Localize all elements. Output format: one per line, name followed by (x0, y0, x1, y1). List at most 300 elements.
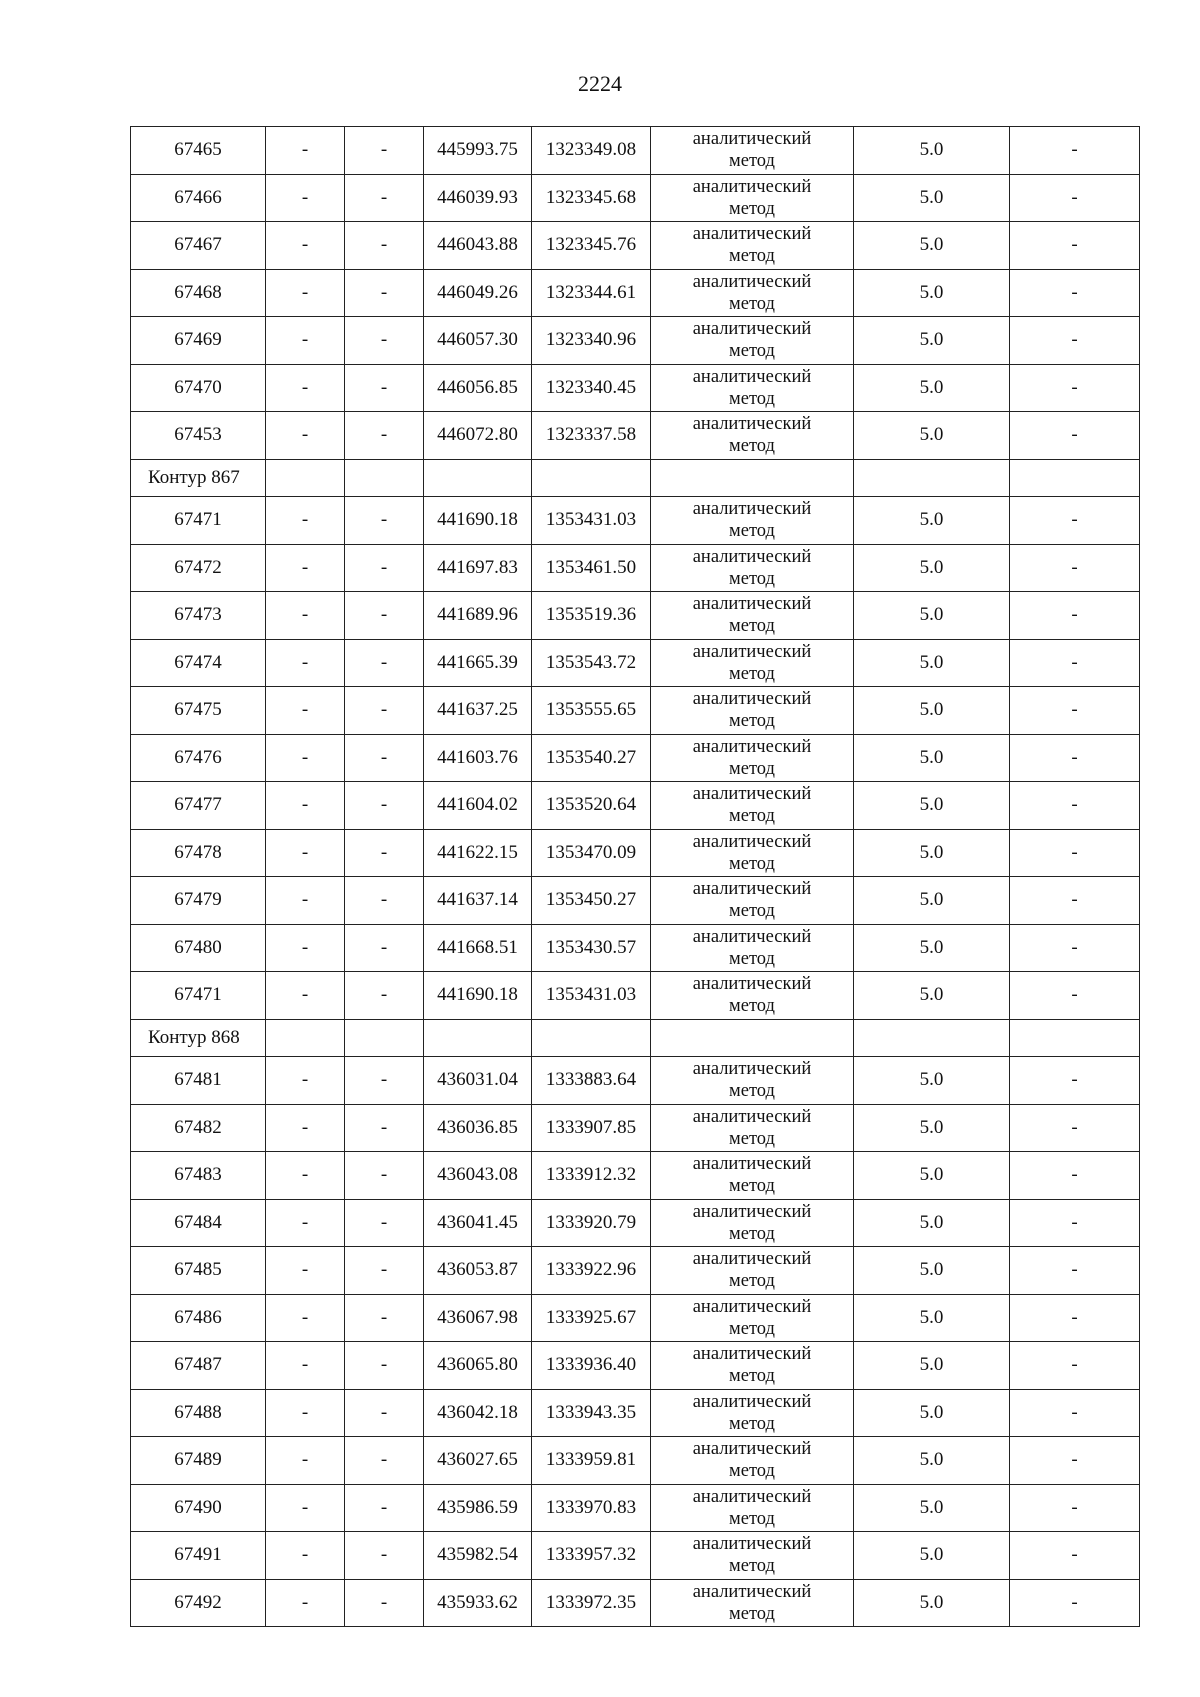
method-cell (651, 1199, 854, 1247)
accuracy-cell: 5.0 (854, 1057, 1010, 1105)
y-coordinate-cell: 1353470.09 (532, 829, 651, 877)
contour-label: Контур 868 (131, 1019, 266, 1057)
dash-cell: - (1010, 592, 1140, 640)
dash-cell: - (266, 364, 345, 412)
x-coordinate-cell: 441665.39 (424, 639, 532, 687)
point-id-cell: 67481 (131, 1057, 266, 1105)
point-id-cell: 67478 (131, 829, 266, 877)
method-text: метод (729, 853, 775, 874)
x-coordinate-cell: 436043.08 (424, 1152, 532, 1200)
dash-cell: - (266, 877, 345, 925)
method-text: метод (729, 246, 775, 267)
dash-cell: - (266, 1294, 345, 1342)
dash-cell: - (1010, 412, 1140, 460)
method-text: метод (729, 1081, 775, 1102)
accuracy-cell: 5.0 (854, 1247, 1010, 1295)
x-coordinate-cell: 441622.15 (424, 829, 532, 877)
x-coordinate-cell: 446043.88 (424, 222, 532, 270)
dash-cell: - (266, 1484, 345, 1532)
dash-cell: - (266, 1152, 345, 1200)
accuracy-cell: 5.0 (854, 497, 1010, 545)
x-coordinate-cell: 435982.54 (424, 1532, 532, 1580)
dash-cell: - (266, 687, 345, 735)
page-number: 2224 (578, 71, 622, 96)
accuracy-cell: 5.0 (854, 269, 1010, 317)
dash-cell: - (266, 1057, 345, 1105)
dash-cell: - (266, 782, 345, 830)
method-cell (651, 544, 854, 592)
contour-label: Контур 867 (131, 459, 266, 497)
table-row (131, 639, 1140, 687)
point-id-cell: 67477 (131, 782, 266, 830)
dash-cell: - (345, 1104, 424, 1152)
method-cell (651, 317, 854, 365)
dash-cell: - (345, 924, 424, 972)
y-coordinate-cell: 1323337.58 (532, 412, 651, 460)
point-id-cell: 67476 (131, 734, 266, 782)
method-text: метод (729, 198, 775, 219)
y-coordinate-cell: 1353519.36 (532, 592, 651, 640)
method-text: аналитический (692, 366, 812, 387)
empty-cell (1010, 459, 1140, 497)
method-text: метод (729, 1413, 775, 1434)
x-coordinate-cell: 446072.80 (424, 412, 532, 460)
method-cell (651, 782, 854, 830)
method-text: аналитический (692, 689, 812, 710)
point-id-cell: 67453 (131, 412, 266, 460)
dash-cell: - (345, 1247, 424, 1295)
method-text: аналитический (692, 831, 812, 852)
y-coordinate-cell: 1333912.32 (532, 1152, 651, 1200)
dash-cell: - (1010, 1437, 1140, 1485)
method-text: аналитический (692, 736, 812, 757)
point-id-cell: 67487 (131, 1342, 266, 1390)
method-cell (651, 734, 854, 782)
empty-cell (345, 459, 424, 497)
method-cell (651, 829, 854, 877)
table-row (131, 1294, 1140, 1342)
method-cell (651, 877, 854, 925)
x-coordinate-cell: 436065.80 (424, 1342, 532, 1390)
dash-cell: - (345, 734, 424, 782)
table-row (131, 544, 1140, 592)
dash-cell: - (1010, 1104, 1140, 1152)
dash-cell: - (1010, 782, 1140, 830)
dash-cell: - (1010, 734, 1140, 782)
method-cell (651, 1104, 854, 1152)
method-cell (651, 497, 854, 545)
dash-cell: - (345, 174, 424, 222)
method-text: аналитический (692, 1249, 812, 1270)
x-coordinate-cell: 446057.30 (424, 317, 532, 365)
empty-cell (266, 459, 345, 497)
x-coordinate-cell: 441668.51 (424, 924, 532, 972)
table-row (131, 734, 1140, 782)
method-text: аналитический (692, 1344, 812, 1365)
table-row (131, 687, 1140, 735)
point-id-cell: 67471 (131, 972, 266, 1020)
dash-cell: - (266, 734, 345, 782)
dash-cell: - (266, 412, 345, 460)
dash-cell: - (1010, 829, 1140, 877)
table-row (131, 497, 1140, 545)
table-row (131, 1342, 1140, 1390)
dash-cell: - (345, 877, 424, 925)
y-coordinate-cell: 1333959.81 (532, 1437, 651, 1485)
method-cell (651, 127, 854, 175)
x-coordinate-cell: 435986.59 (424, 1484, 532, 1532)
method-text: метод (729, 151, 775, 172)
accuracy-cell: 5.0 (854, 877, 1010, 925)
accuracy-cell: 5.0 (854, 127, 1010, 175)
x-coordinate-cell: 441689.96 (424, 592, 532, 640)
method-text: аналитический (692, 1059, 812, 1080)
x-coordinate-cell: 436067.98 (424, 1294, 532, 1342)
method-cell (651, 1342, 854, 1390)
method-cell (651, 1152, 854, 1200)
point-id-cell: 67490 (131, 1484, 266, 1532)
method-text: метод (729, 1556, 775, 1577)
method-cell (651, 1247, 854, 1295)
method-text: аналитический (692, 1296, 812, 1317)
table-row (131, 127, 1140, 175)
x-coordinate-cell: 436036.85 (424, 1104, 532, 1152)
point-id-cell: 67484 (131, 1199, 266, 1247)
dash-cell: - (266, 1247, 345, 1295)
dash-cell: - (345, 269, 424, 317)
method-text: аналитический (692, 129, 812, 150)
table-row (131, 592, 1140, 640)
point-id-cell: 67470 (131, 364, 266, 412)
dash-cell: - (1010, 687, 1140, 735)
dash-cell: - (266, 829, 345, 877)
y-coordinate-cell: 1323345.68 (532, 174, 651, 222)
accuracy-cell: 5.0 (854, 924, 1010, 972)
empty-cell (424, 1019, 532, 1057)
table-row (131, 412, 1140, 460)
dash-cell: - (1010, 972, 1140, 1020)
method-text: метод (729, 806, 775, 827)
method-cell (651, 1057, 854, 1105)
accuracy-cell: 5.0 (854, 592, 1010, 640)
dash-cell: - (345, 127, 424, 175)
dash-cell: - (345, 1199, 424, 1247)
table-row (131, 1389, 1140, 1437)
dash-cell: - (345, 412, 424, 460)
dash-cell: - (1010, 1057, 1140, 1105)
table-row (131, 782, 1140, 830)
method-text: аналитический (692, 594, 812, 615)
table-row (131, 317, 1140, 365)
dash-cell: - (1010, 544, 1140, 592)
accuracy-cell: 5.0 (854, 782, 1010, 830)
method-text: аналитический (692, 414, 812, 435)
y-coordinate-cell: 1323349.08 (532, 127, 651, 175)
y-coordinate-cell: 1353461.50 (532, 544, 651, 592)
dash-cell: - (266, 1579, 345, 1627)
dash-cell: - (1010, 364, 1140, 412)
x-coordinate-cell: 441604.02 (424, 782, 532, 830)
accuracy-cell: 5.0 (854, 544, 1010, 592)
accuracy-cell: 5.0 (854, 1389, 1010, 1437)
accuracy-cell: 5.0 (854, 1199, 1010, 1247)
method-text: метод (729, 711, 775, 732)
point-id-cell: 67471 (131, 497, 266, 545)
point-id-cell: 67486 (131, 1294, 266, 1342)
accuracy-cell: 5.0 (854, 1294, 1010, 1342)
empty-cell (532, 459, 651, 497)
y-coordinate-cell: 1353540.27 (532, 734, 651, 782)
point-id-cell: 67479 (131, 877, 266, 925)
dash-cell: - (1010, 1247, 1140, 1295)
method-text: метод (729, 901, 775, 922)
dash-cell: - (1010, 1342, 1140, 1390)
method-text: аналитический (692, 1439, 812, 1460)
method-cell (651, 1532, 854, 1580)
dash-cell: - (1010, 924, 1140, 972)
table-row (131, 829, 1140, 877)
accuracy-cell: 5.0 (854, 1532, 1010, 1580)
dash-cell: - (266, 269, 345, 317)
dash-cell: - (266, 639, 345, 687)
empty-cell (266, 1019, 345, 1057)
accuracy-cell: 5.0 (854, 1104, 1010, 1152)
dash-cell: - (345, 1389, 424, 1437)
method-cell (651, 924, 854, 972)
dash-cell: - (345, 972, 424, 1020)
method-cell (651, 364, 854, 412)
point-id-cell: 67468 (131, 269, 266, 317)
y-coordinate-cell: 1353431.03 (532, 972, 651, 1020)
y-coordinate-cell: 1353543.72 (532, 639, 651, 687)
dash-cell: - (266, 127, 345, 175)
point-id-cell: 67488 (131, 1389, 266, 1437)
dash-cell: - (266, 1104, 345, 1152)
method-text: метод (729, 1366, 775, 1387)
table-row (131, 1532, 1140, 1580)
y-coordinate-cell: 1333907.85 (532, 1104, 651, 1152)
accuracy-cell: 5.0 (854, 1342, 1010, 1390)
method-cell (651, 1437, 854, 1485)
accuracy-cell: 5.0 (854, 412, 1010, 460)
x-coordinate-cell: 446039.93 (424, 174, 532, 222)
dash-cell: - (1010, 269, 1140, 317)
method-text: аналитический (692, 224, 812, 245)
x-coordinate-cell: 441637.25 (424, 687, 532, 735)
table-row (131, 174, 1140, 222)
method-cell (651, 639, 854, 687)
accuracy-cell: 5.0 (854, 687, 1010, 735)
x-coordinate-cell: 446049.26 (424, 269, 532, 317)
point-id-cell: 67469 (131, 317, 266, 365)
dash-cell: - (1010, 1199, 1140, 1247)
method-cell (651, 174, 854, 222)
dash-cell: - (345, 1437, 424, 1485)
accuracy-cell: 5.0 (854, 1152, 1010, 1200)
method-text: аналитический (692, 1486, 812, 1507)
dash-cell: - (266, 1389, 345, 1437)
method-text: аналитический (692, 176, 812, 197)
dash-cell: - (266, 544, 345, 592)
method-cell (651, 222, 854, 270)
point-id-cell: 67492 (131, 1579, 266, 1627)
dash-cell: - (266, 222, 345, 270)
y-coordinate-cell: 1323344.61 (532, 269, 651, 317)
method-cell (651, 1484, 854, 1532)
x-coordinate-cell: 441603.76 (424, 734, 532, 782)
y-coordinate-cell: 1333943.35 (532, 1389, 651, 1437)
method-text: метод (729, 1603, 775, 1624)
method-text: метод (729, 436, 775, 457)
coordinates-table (130, 126, 1140, 1627)
method-text: метод (729, 568, 775, 589)
empty-cell (1010, 1019, 1140, 1057)
point-id-cell: 67465 (131, 127, 266, 175)
x-coordinate-cell: 441637.14 (424, 877, 532, 925)
point-id-cell: 67480 (131, 924, 266, 972)
y-coordinate-cell: 1323340.45 (532, 364, 651, 412)
empty-cell (651, 459, 854, 497)
method-text: аналитический (692, 499, 812, 520)
method-cell (651, 1579, 854, 1627)
empty-cell (424, 459, 532, 497)
point-id-cell: 67474 (131, 639, 266, 687)
y-coordinate-cell: 1353450.27 (532, 877, 651, 925)
table-row (131, 1199, 1140, 1247)
method-text: метод (729, 948, 775, 969)
method-cell (651, 592, 854, 640)
accuracy-cell: 5.0 (854, 317, 1010, 365)
dash-cell: - (345, 1532, 424, 1580)
dash-cell: - (345, 317, 424, 365)
method-text: аналитический (692, 1154, 812, 1175)
method-text: метод (729, 758, 775, 779)
dash-cell: - (266, 972, 345, 1020)
method-text: метод (729, 388, 775, 409)
point-id-cell: 67483 (131, 1152, 266, 1200)
method-text: метод (729, 341, 775, 362)
empty-cell (651, 1019, 854, 1057)
method-text: аналитический (692, 1201, 812, 1222)
dash-cell: - (1010, 1294, 1140, 1342)
x-coordinate-cell: 435933.62 (424, 1579, 532, 1627)
dash-cell: - (1010, 497, 1140, 545)
method-text: аналитический (692, 641, 812, 662)
method-text: метод (729, 1508, 775, 1529)
point-id-cell: 67466 (131, 174, 266, 222)
point-id-cell: 67475 (131, 687, 266, 735)
table-row (131, 1437, 1140, 1485)
accuracy-cell: 5.0 (854, 972, 1010, 1020)
method-text: аналитический (692, 1534, 812, 1555)
dash-cell: - (1010, 1484, 1140, 1532)
accuracy-cell: 5.0 (854, 1579, 1010, 1627)
accuracy-cell: 5.0 (854, 829, 1010, 877)
empty-cell (345, 1019, 424, 1057)
dash-cell: - (345, 687, 424, 735)
point-id-cell: 67467 (131, 222, 266, 270)
empty-cell (854, 1019, 1010, 1057)
point-id-cell: 67482 (131, 1104, 266, 1152)
dash-cell: - (1010, 1152, 1140, 1200)
accuracy-cell: 5.0 (854, 1484, 1010, 1532)
accuracy-cell: 5.0 (854, 174, 1010, 222)
y-coordinate-cell: 1333936.40 (532, 1342, 651, 1390)
table-row (131, 1484, 1140, 1532)
y-coordinate-cell: 1353431.03 (532, 497, 651, 545)
table-row (131, 877, 1140, 925)
dash-cell: - (266, 1437, 345, 1485)
dash-cell: - (345, 1152, 424, 1200)
dash-cell: - (1010, 1389, 1140, 1437)
method-cell (651, 412, 854, 460)
y-coordinate-cell: 1333922.96 (532, 1247, 651, 1295)
dash-cell: - (345, 1484, 424, 1532)
table-row (131, 364, 1140, 412)
dash-cell: - (1010, 877, 1140, 925)
table-body (131, 127, 1140, 1627)
table-row (131, 1057, 1140, 1105)
dash-cell: - (345, 782, 424, 830)
method-text: метод (729, 616, 775, 637)
accuracy-cell: 5.0 (854, 1437, 1010, 1485)
method-text: аналитический (692, 926, 812, 947)
method-text: аналитический (692, 1391, 812, 1412)
point-id-cell: 67489 (131, 1437, 266, 1485)
y-coordinate-cell: 1353555.65 (532, 687, 651, 735)
dash-cell: - (345, 544, 424, 592)
method-cell (651, 972, 854, 1020)
dash-cell: - (345, 829, 424, 877)
method-text: аналитический (692, 784, 812, 805)
method-text: метод (729, 1318, 775, 1339)
y-coordinate-cell: 1323340.96 (532, 317, 651, 365)
dash-cell: - (1010, 174, 1140, 222)
table-row (131, 1247, 1140, 1295)
x-coordinate-cell: 436042.18 (424, 1389, 532, 1437)
dash-cell: - (1010, 639, 1140, 687)
accuracy-cell: 5.0 (854, 734, 1010, 782)
table-row (131, 269, 1140, 317)
table-row (131, 1104, 1140, 1152)
x-coordinate-cell: 436041.45 (424, 1199, 532, 1247)
contour-header-row (131, 1019, 1140, 1057)
method-text: аналитический (692, 879, 812, 900)
method-text: метод (729, 521, 775, 542)
method-cell (651, 1389, 854, 1437)
x-coordinate-cell: 445993.75 (424, 127, 532, 175)
x-coordinate-cell: 441697.83 (424, 544, 532, 592)
dash-cell: - (345, 364, 424, 412)
empty-cell (532, 1019, 651, 1057)
dash-cell: - (1010, 1532, 1140, 1580)
dash-cell: - (266, 592, 345, 640)
accuracy-cell: 5.0 (854, 639, 1010, 687)
table-row (131, 1152, 1140, 1200)
dash-cell: - (1010, 127, 1140, 175)
x-coordinate-cell: 446056.85 (424, 364, 532, 412)
table-row (131, 972, 1140, 1020)
dash-cell: - (266, 1532, 345, 1580)
x-coordinate-cell: 441690.18 (424, 497, 532, 545)
method-text: метод (729, 996, 775, 1017)
dash-cell: - (1010, 222, 1140, 270)
y-coordinate-cell: 1323345.76 (532, 222, 651, 270)
method-cell (651, 269, 854, 317)
point-id-cell: 67472 (131, 544, 266, 592)
y-coordinate-cell: 1333972.35 (532, 1579, 651, 1627)
x-coordinate-cell: 436031.04 (424, 1057, 532, 1105)
